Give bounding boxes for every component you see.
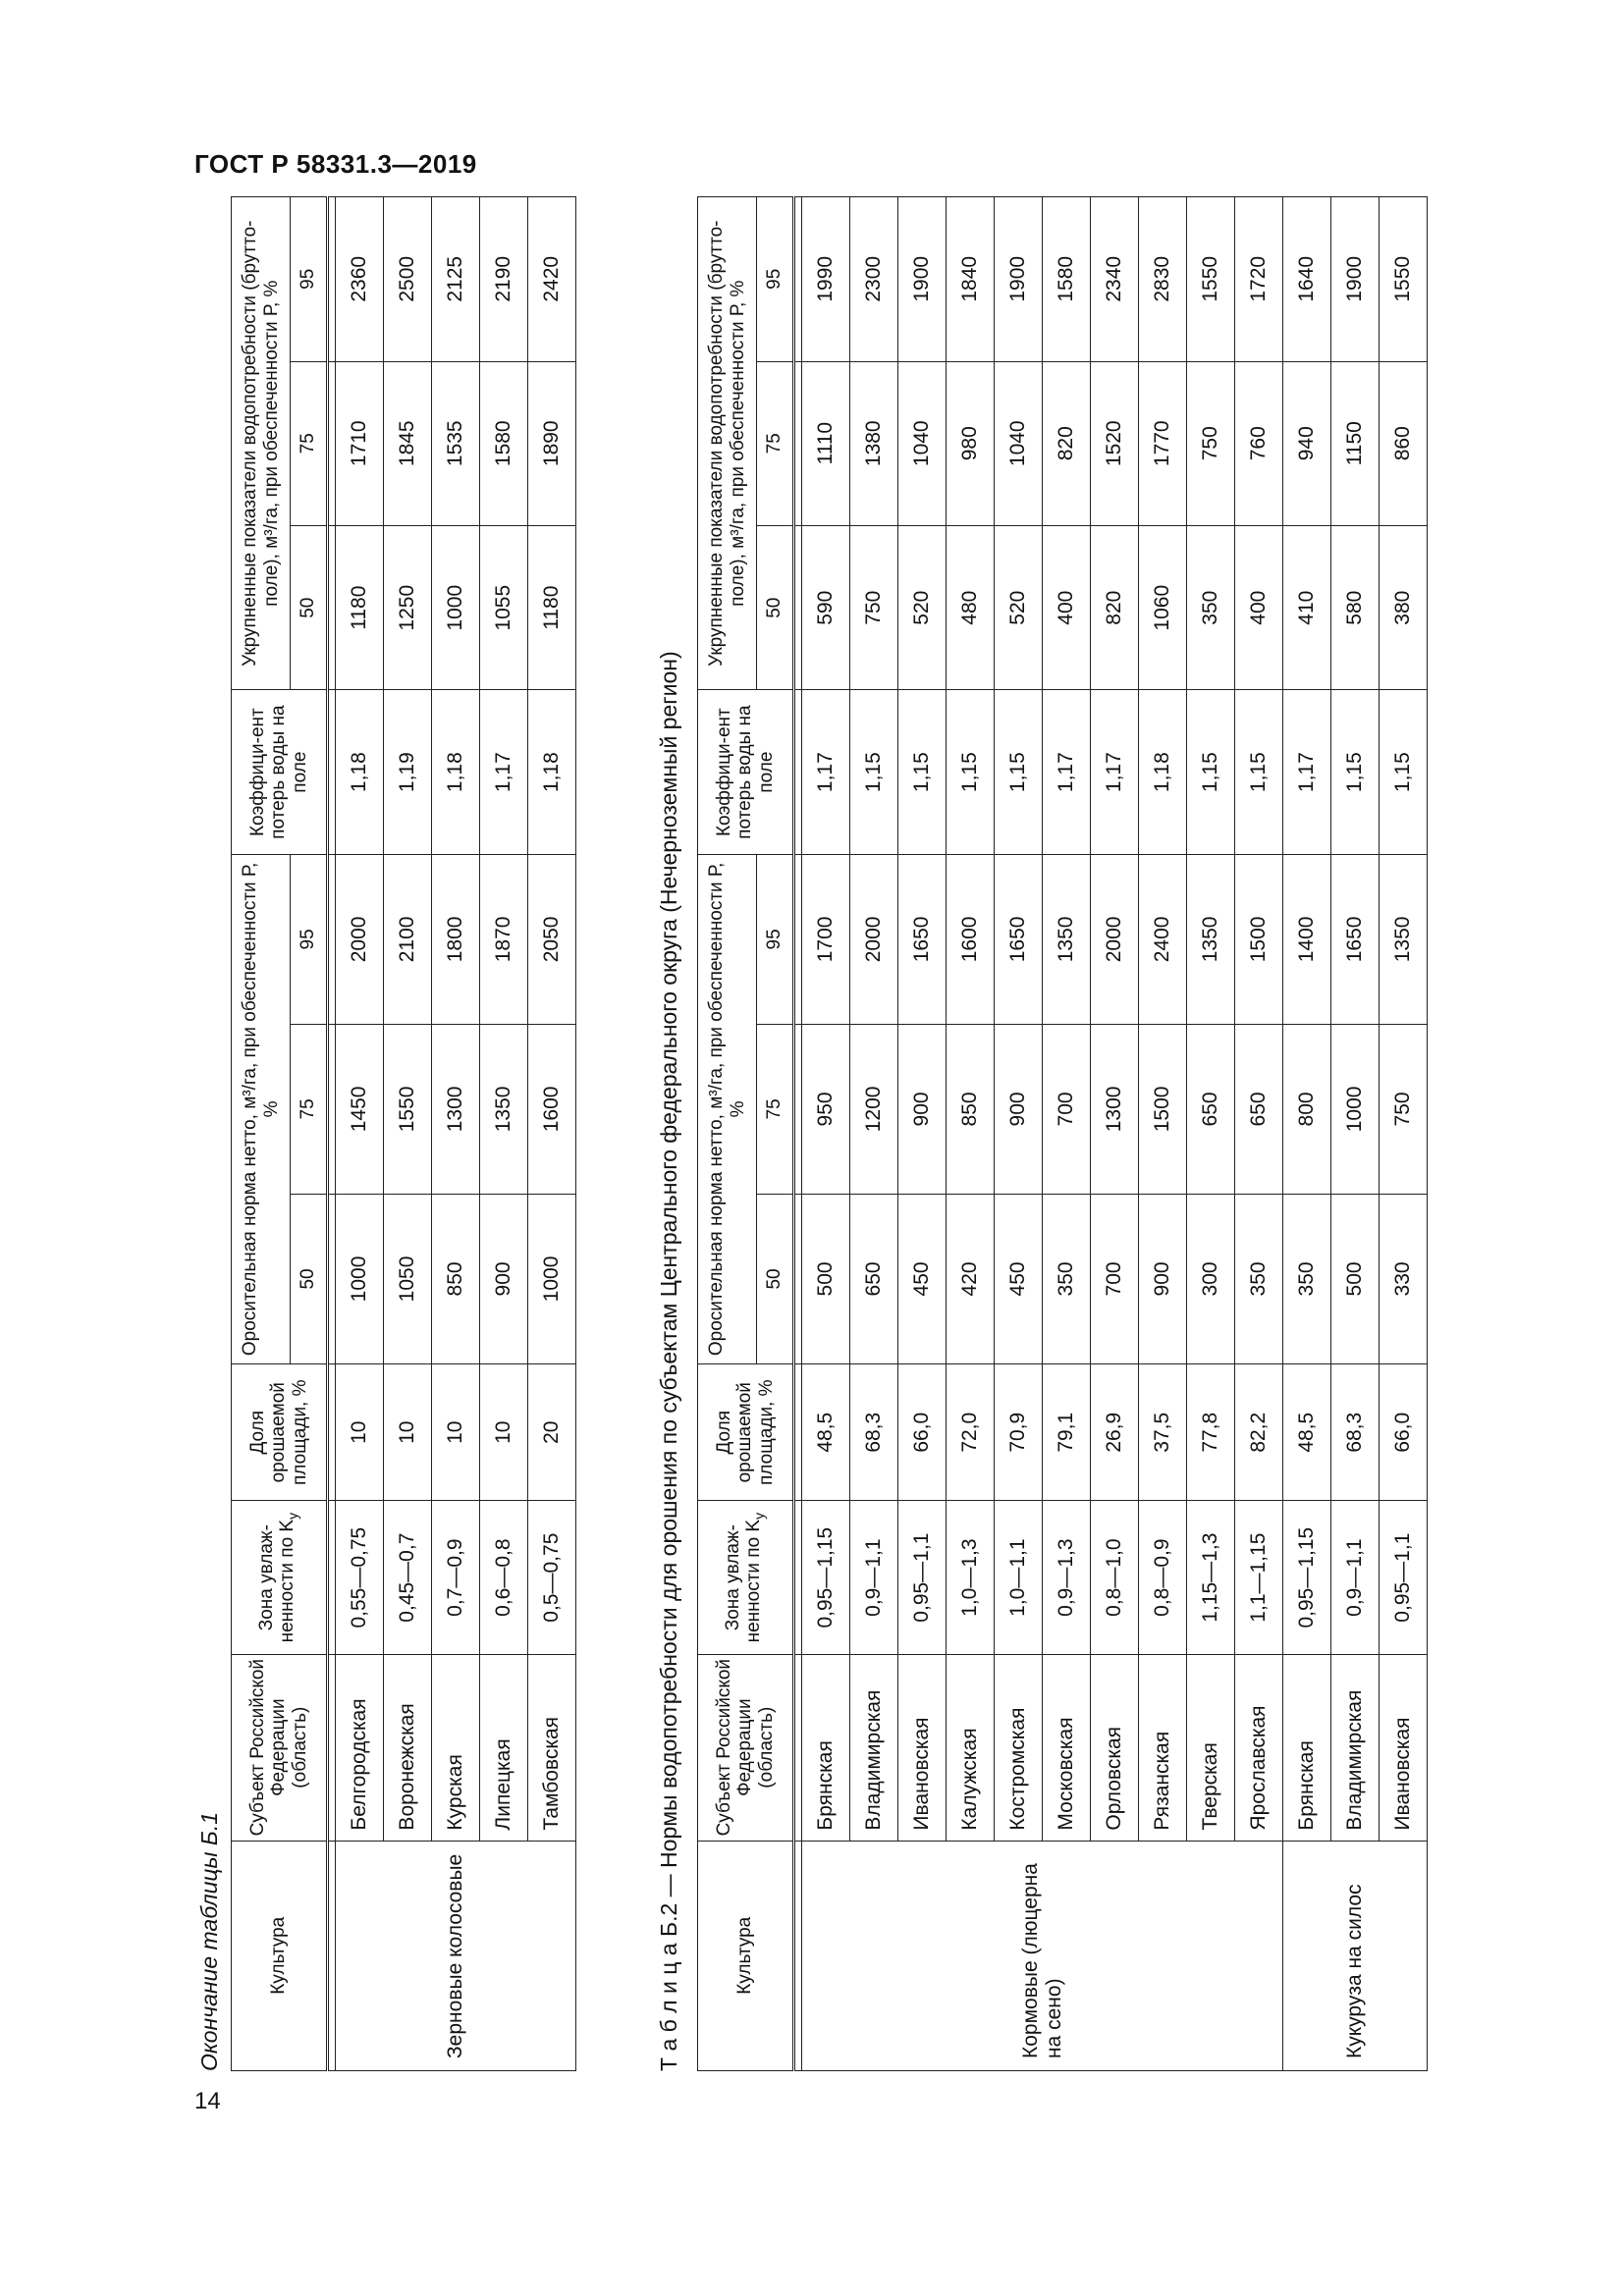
cell-share: 10: [480, 1363, 528, 1501]
cell-k: 1,17: [1091, 690, 1139, 854]
table-row: [1043, 197, 1091, 2071]
cell-subject: Липецкая: [480, 1654, 528, 1841]
col-net-norm: Оросительная норма нетто, м³/га, при обеспеченности Р, %: [698, 854, 757, 1363]
cell-g50: 580: [1331, 525, 1380, 689]
cell-g50: 400: [1235, 525, 1283, 689]
cell-zone: 0,7—0,9: [432, 1501, 480, 1654]
cell-n95: 2400: [1139, 854, 1187, 1024]
table-row: [480, 197, 528, 2071]
col-gross-75: 75: [757, 361, 794, 525]
col-net-75: 75: [291, 1024, 328, 1194]
col-net-95: 95: [291, 854, 328, 1024]
cell-share: 82,2: [1235, 1363, 1283, 1501]
cell-n95: 1650: [898, 854, 947, 1024]
cell-share: 26,9: [1091, 1363, 1139, 1501]
table-row: [432, 197, 480, 2071]
table-row: [898, 197, 947, 2071]
cell-n75: 900: [898, 1024, 947, 1194]
cell-g50: 1250: [384, 525, 432, 689]
cell-g95: 2340: [1091, 197, 1139, 362]
cell-share: 77,8: [1187, 1363, 1235, 1501]
cell-k: 1,18: [528, 690, 576, 854]
table-row: [802, 197, 850, 2071]
cell-g95: 1550: [1380, 197, 1428, 362]
cell-share: 48,5: [1283, 1363, 1331, 1501]
culture-cell: Зерновые колосовые: [336, 1841, 576, 2070]
col-culture: Культура: [698, 1841, 794, 2070]
col-gross: Укрупненные показатели водопотребности (брутто-поле), м³/га, при обеспеченности Р, %: [698, 197, 757, 690]
cell-subject: Ивановская: [898, 1654, 947, 1841]
table-row: [1331, 197, 1380, 2071]
cell-n75: 700: [1043, 1024, 1091, 1194]
cell-zone: 1,15—1,3: [1187, 1501, 1235, 1654]
cell-n50: 500: [1331, 1194, 1380, 1363]
cell-g50: 1060: [1139, 525, 1187, 689]
cell-zone: 1,0—1,1: [995, 1501, 1043, 1654]
cell-subject: Орловская: [1091, 1654, 1139, 1841]
cell-g75: 1770: [1139, 361, 1187, 525]
cell-n50: 1000: [528, 1194, 576, 1363]
table2-caption: Т а б л и ц а Б.2 — Нормы водопотребности для орошения по субъектам Центрального федерального округа (Нечерноземный регион): [656, 651, 681, 2071]
cell-k: 1,15: [947, 690, 995, 854]
cell-k: 1,17: [1043, 690, 1091, 854]
cell-k: 1,15: [1380, 690, 1428, 854]
cell-zone: 0,9—1,1: [850, 1501, 898, 1654]
cell-n95: 2050: [528, 854, 576, 1024]
cell-k: 1,18: [336, 690, 384, 854]
cell-n75: 650: [1187, 1024, 1235, 1194]
cell-subject: Калужская: [947, 1654, 995, 1841]
cell-share: 68,3: [1331, 1363, 1380, 1501]
col-share: Доля орошаемой площади, %: [232, 1363, 328, 1501]
cell-g50: 520: [898, 525, 947, 689]
cell-g75: 1110: [802, 361, 850, 525]
cell-n95: 1600: [947, 854, 995, 1024]
cell-zone: 0,8—0,9: [1139, 1501, 1187, 1654]
cell-share: 66,0: [898, 1363, 947, 1501]
cell-subject: Белгородская: [336, 1654, 384, 1841]
cell-n75: 650: [1235, 1024, 1283, 1194]
cell-zone: 0,8—1,0: [1091, 1501, 1139, 1654]
table1: [231, 196, 576, 2071]
cell-zone: 0,55—0,75: [336, 1501, 384, 1654]
cell-g95: 2125: [432, 197, 480, 362]
cell-g95: 1580: [1043, 197, 1091, 362]
cell-n95: 1700: [802, 854, 850, 1024]
cell-g50: 590: [802, 525, 850, 689]
cell-n75: 1200: [850, 1024, 898, 1194]
cell-zone: 0,45—0,7: [384, 1501, 432, 1654]
cell-k: 1,18: [432, 690, 480, 854]
cell-g75: 1380: [850, 361, 898, 525]
cell-n95: 1350: [1187, 854, 1235, 1024]
cell-n95: 2100: [384, 854, 432, 1024]
cell-n95: 1870: [480, 854, 528, 1024]
cell-share: 79,1: [1043, 1363, 1091, 1501]
cell-zone: 1,1—1,15: [1235, 1501, 1283, 1654]
col-loss: Коэффици-ент потерь воды на поле: [232, 690, 328, 854]
cell-g75: 1520: [1091, 361, 1139, 525]
cell-n75: 850: [947, 1024, 995, 1194]
col-gross-95: 95: [291, 197, 328, 362]
cell-g50: 1055: [480, 525, 528, 689]
cell-k: 1,15: [1187, 690, 1235, 854]
cell-g50: 520: [995, 525, 1043, 689]
cell-n50: 350: [1283, 1194, 1331, 1363]
cell-subject: Костромская: [995, 1654, 1043, 1841]
cell-n95: 1350: [1043, 854, 1091, 1024]
col-culture: Культура: [232, 1841, 328, 2070]
cell-g95: 1640: [1283, 197, 1331, 362]
cell-n95: 2000: [1091, 854, 1139, 1024]
table-row: [336, 197, 384, 2071]
cell-subject: Воронежская: [384, 1654, 432, 1841]
cell-k: 1,19: [384, 690, 432, 854]
cell-subject: Рязанская: [1139, 1654, 1187, 1841]
cell-k: 1,15: [995, 690, 1043, 854]
cell-share: 37,5: [1139, 1363, 1187, 1501]
cell-subject: Ярославская: [1235, 1654, 1283, 1841]
cell-share: 10: [432, 1363, 480, 1501]
table-row: [528, 197, 576, 2071]
cell-k: 1,15: [1235, 690, 1283, 854]
cell-n50: 850: [432, 1194, 480, 1363]
cell-zone: 0,95—1,15: [802, 1501, 850, 1654]
cell-n95: 2000: [850, 854, 898, 1024]
cell-g95: 1840: [947, 197, 995, 362]
cell-g50: 480: [947, 525, 995, 689]
cell-n50: 350: [1235, 1194, 1283, 1363]
cell-subject: Московская: [1043, 1654, 1091, 1841]
cell-g95: 1900: [898, 197, 947, 362]
cell-n75: 1550: [384, 1024, 432, 1194]
col-gross-50: 50: [757, 525, 794, 689]
col-gross: Укрупненные показатели водопотребности (брутто-поле), м³/га, при обеспеченности Р, %: [232, 197, 291, 690]
cell-share: 72,0: [947, 1363, 995, 1501]
col-gross-50: 50: [291, 525, 328, 689]
cell-zone: 0,95—1,1: [898, 1501, 947, 1654]
col-subject: Субъект Российской Федерации (область): [698, 1654, 794, 1841]
cell-n50: 1000: [336, 1194, 384, 1363]
cell-g75: 1040: [995, 361, 1043, 525]
cell-g95: 2360: [336, 197, 384, 362]
cell-g50: 820: [1091, 525, 1139, 689]
cell-n50: 500: [802, 1194, 850, 1363]
cell-n50: 420: [947, 1194, 995, 1363]
cell-g75: 750: [1187, 361, 1235, 525]
col-share: Доля орошаемой площади, %: [698, 1363, 794, 1501]
cell-k: 1,17: [802, 690, 850, 854]
header-separator: [328, 197, 336, 2071]
page-number: 14: [194, 2088, 221, 2114]
cell-n95: 2000: [336, 854, 384, 1024]
table-row: [1187, 197, 1235, 2071]
cell-n50: 330: [1380, 1194, 1428, 1363]
cell-n95: 1350: [1380, 854, 1428, 1024]
cell-share: 10: [336, 1363, 384, 1501]
cell-g75: 1040: [898, 361, 947, 525]
cell-n50: 700: [1091, 1194, 1139, 1363]
table1-caption: Окончание таблицы Б.1: [196, 1811, 222, 2071]
col-zone: Зона увлаж-ненности по $K_у$: [698, 1501, 794, 1654]
cell-zone: 0,6—0,8: [480, 1501, 528, 1654]
culture-cell: Кукуруза на силос: [1283, 1841, 1428, 2070]
cell-g75: 1150: [1331, 361, 1380, 525]
col-net-50: 50: [291, 1194, 328, 1363]
col-net-75: 75: [757, 1024, 794, 1194]
cell-g75: 940: [1283, 361, 1331, 525]
cell-g50: 400: [1043, 525, 1091, 689]
col-subject: Субъект Российской Федерации (область): [232, 1654, 328, 1841]
cell-n75: 1350: [480, 1024, 528, 1194]
cell-n50: 1050: [384, 1194, 432, 1363]
col-loss: Коэффици-ент потерь воды на поле: [698, 690, 794, 854]
table-row: [850, 197, 898, 2071]
cell-subject: Тверская: [1187, 1654, 1235, 1841]
cell-n75: 750: [1380, 1024, 1428, 1194]
cell-g50: 750: [850, 525, 898, 689]
cell-k: 1,18: [1139, 690, 1187, 854]
cell-g95: 1900: [995, 197, 1043, 362]
cell-n75: 950: [802, 1024, 850, 1194]
cell-n95: 1500: [1235, 854, 1283, 1024]
cell-zone: 0,9—1,3: [1043, 1501, 1091, 1654]
cell-g50: 380: [1380, 525, 1428, 689]
cell-g50: 1180: [528, 525, 576, 689]
cell-n50: 450: [898, 1194, 947, 1363]
cell-g75: 820: [1043, 361, 1091, 525]
cell-g95: 2830: [1139, 197, 1187, 362]
cell-n75: 1450: [336, 1024, 384, 1194]
table-row: [384, 197, 432, 2071]
cell-g75: 1845: [384, 361, 432, 525]
table-row: [1091, 197, 1139, 2071]
cell-n50: 350: [1043, 1194, 1091, 1363]
cell-g95: 1550: [1187, 197, 1235, 362]
cell-subject: Брянская: [802, 1654, 850, 1841]
cell-g75: 760: [1235, 361, 1283, 525]
table-row: [1139, 197, 1187, 2071]
cell-n95: 1650: [1331, 854, 1380, 1024]
cell-subject: Курская: [432, 1654, 480, 1841]
cell-n75: 1500: [1139, 1024, 1187, 1194]
cell-k: 1,17: [480, 690, 528, 854]
cell-subject: Тамбовская: [528, 1654, 576, 1841]
col-net-norm: Оросительная норма нетто, м³/га, при обеспеченности Р, %: [232, 854, 291, 1363]
cell-g75: 860: [1380, 361, 1428, 525]
cell-g50: 350: [1187, 525, 1235, 689]
cell-k: 1,15: [1331, 690, 1380, 854]
cell-share: 10: [384, 1363, 432, 1501]
cell-n50: 450: [995, 1194, 1043, 1363]
cell-g75: 1710: [336, 361, 384, 525]
cell-g50: 1000: [432, 525, 480, 689]
cell-k: 1,17: [1283, 690, 1331, 854]
cell-k: 1,15: [850, 690, 898, 854]
cell-g75: 1535: [432, 361, 480, 525]
table-row: [995, 197, 1043, 2071]
document-header: ГОСТ Р 58331.3—2019: [194, 149, 477, 179]
cell-g95: 2500: [384, 197, 432, 362]
col-gross-95: 95: [757, 197, 794, 362]
cell-zone: 1,0—1,3: [947, 1501, 995, 1654]
col-gross-75: 75: [291, 361, 328, 525]
cell-subject: Владимирская: [850, 1654, 898, 1841]
cell-zone: 0,5—0,75: [528, 1501, 576, 1654]
rotated-content: [196, 88, 1473, 2071]
cell-g95: 2420: [528, 197, 576, 362]
table2: [697, 196, 1428, 2071]
cell-k: 1,15: [898, 690, 947, 854]
cell-g95: 1900: [1331, 197, 1380, 362]
table-row: [1283, 197, 1331, 2071]
cell-n50: 900: [1139, 1194, 1187, 1363]
table-row: [1235, 197, 1283, 2071]
header-separator: [794, 197, 802, 2071]
cell-zone: 0,95—1,15: [1283, 1501, 1331, 1654]
cell-n75: 800: [1283, 1024, 1331, 1194]
cell-n75: 1300: [1091, 1024, 1139, 1194]
cell-n50: 300: [1187, 1194, 1235, 1363]
cell-g95: 2300: [850, 197, 898, 362]
cell-n95: 1800: [432, 854, 480, 1024]
cell-subject: Ивановская: [1380, 1654, 1428, 1841]
cell-share: 66,0: [1380, 1363, 1428, 1501]
cell-n75: 1300: [432, 1024, 480, 1194]
cell-g75: 980: [947, 361, 995, 525]
cell-n75: 1600: [528, 1024, 576, 1194]
cell-n95: 1400: [1283, 854, 1331, 1024]
cell-share: 70,9: [995, 1363, 1043, 1501]
cell-share: 20: [528, 1363, 576, 1501]
cell-zone: 0,95—1,1: [1380, 1501, 1428, 1654]
cell-g95: 1720: [1235, 197, 1283, 362]
culture-cell: Кормовые (люцерна на сено): [802, 1841, 1283, 2070]
cell-share: 48,5: [802, 1363, 850, 1501]
cell-n50: 650: [850, 1194, 898, 1363]
cell-g50: 1180: [336, 525, 384, 689]
cell-g95: 1990: [802, 197, 850, 362]
table-row: [1380, 197, 1428, 2071]
table-row: [947, 197, 995, 2071]
cell-g75: 1890: [528, 361, 576, 525]
cell-subject: Владимирская: [1331, 1654, 1380, 1841]
cell-zone: 0,9—1,1: [1331, 1501, 1380, 1654]
cell-n95: 1650: [995, 854, 1043, 1024]
col-net-95: 95: [757, 854, 794, 1024]
cell-g50: 410: [1283, 525, 1331, 689]
col-net-50: 50: [757, 1194, 794, 1363]
cell-g95: 2190: [480, 197, 528, 362]
cell-n75: 1000: [1331, 1024, 1380, 1194]
cell-n50: 900: [480, 1194, 528, 1363]
cell-g75: 1580: [480, 361, 528, 525]
cell-subject: Брянская: [1283, 1654, 1331, 1841]
cell-n75: 900: [995, 1024, 1043, 1194]
cell-share: 68,3: [850, 1363, 898, 1501]
col-zone: Зона увлаж-ненности по $K_у$: [232, 1501, 328, 1654]
